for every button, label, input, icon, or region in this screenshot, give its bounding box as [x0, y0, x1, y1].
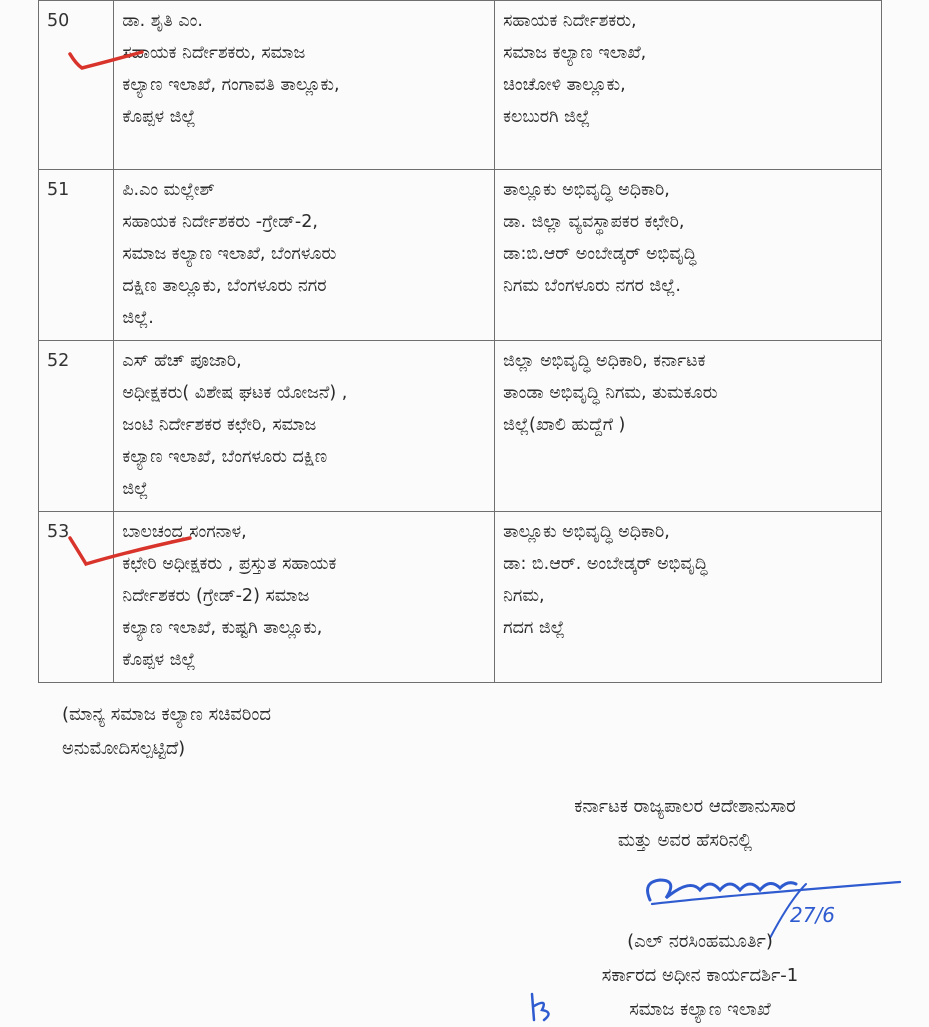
cell-line: ಕಲಬುರಗಿ ಜಿಲ್ಲೆ — [503, 107, 591, 127]
cell-line: ತಾಂಡಾ ಅಭಿವೃದ್ಧಿ ನಿಗಮ, ತುಮಕೂರು — [503, 383, 718, 403]
cell-line: ಕೊಪ್ಪಳ ಜಿಲ್ಲೆ — [122, 107, 196, 127]
table-row — [39, 512, 882, 683]
current-post-cell — [114, 1, 495, 170]
cell-line: ಕಲ್ಯಾಣ ಇಲಾಖೆ, ಗಂಗಾವತಿ ತಾಲ್ಲೂಕು, — [122, 75, 340, 95]
cell-line: ಜಿಲ್ಲೆ — [122, 479, 149, 499]
cell-line: ಸಹಾಯಕ ನಿರ್ದೇಶಕರು -ಗ್ರೇಡ್-2, — [122, 212, 318, 232]
order-line: ಮತ್ತು ಅವರ ಹೆಸರಿನಲ್ಲಿ — [617, 830, 753, 851]
approval-note — [62, 698, 271, 766]
cell-line: ಎಸ್ ಹೆಚ್ ಪೂಜಾರಿ, — [122, 351, 242, 371]
approval-line: ಅನುಮೋದಿಸಲ್ಪಟ್ಟಿದೆ) — [62, 738, 186, 759]
cell-line: ಗದಗ ಜಿಲ್ಲೆ — [503, 618, 565, 638]
handwritten-initial — [524, 990, 564, 1024]
cell-line: ಚಿಂಚೋಳಿ ತಾಲ್ಲೂಕು, — [503, 75, 626, 95]
cell-line: ನಿರ್ದೇಶಕರು (ಗ್ರೇಡ್-2) ಸಮಾಜ — [122, 586, 310, 606]
cell-line: ಡಾ:ಬಿ.ಆರ್ ಅಂಬೇಡ್ಕರ್ ಅಭಿವೃದ್ಧಿ — [503, 244, 697, 264]
cell-line: ಜಿಲ್ಲೆ(ಖಾಲಿ ಹುದ್ದೆಗೆ ) — [503, 415, 626, 435]
serial-number: 50 — [39, 1, 114, 170]
current-post-cell — [114, 512, 495, 683]
transfer-table — [38, 0, 882, 683]
cell-line: ಸಹಾಯಕ ನಿರ್ದೇಶಕರು, — [503, 11, 637, 31]
transfer-post-cell — [495, 1, 882, 170]
transfer-post-cell — [495, 341, 882, 512]
cell-line: ಅಧೀಕ್ಷಕರು( ವಿಶೇಷ ಘಟಕ ಯೋಜನೆ) , — [122, 383, 348, 403]
cell-line: ಡಾ: ಬಿ.ಆರ್. ಅಂಬೇಡ್ಕರ್ ಅಭಿವೃದ್ಧಿ — [503, 554, 708, 574]
cell-line: ಕೊಪ್ಪಳ ಜಿಲ್ಲೆ — [122, 650, 196, 670]
approval-line: (ಮಾನ್ಯ ಸಮಾಜ ಕಲ್ಯಾಣ ಸಚಿವರಿಂದ — [62, 704, 271, 725]
cell-line: ಪಿ.ಎಂ ಮಲ್ಲೇಶ್ — [122, 180, 215, 200]
signatory-department: ಸಮಾಜ ಕಲ್ಯಾಣ ಇಲಾಖೆ — [629, 999, 771, 1020]
cell-line: ಡಾ. ಜಿಲ್ಲಾ ವ್ಯವಸ್ಥಾಪಕರ ಕಛೇರಿ, — [503, 212, 685, 232]
cell-line: ಕಛೇರಿ ಅಧೀಕ್ಷಕರು , ಪ್ರಸ್ತುತ ಸಹಾಯಕ — [122, 554, 337, 574]
cell-line: ಬಾಲಚಂದ್ರ ಸಂಗನಾಳ, — [122, 522, 247, 542]
cell-line: ಜಿಲ್ಲೆ. — [122, 308, 154, 328]
signatory-block — [520, 925, 880, 1027]
serial-number: 53 — [39, 512, 114, 683]
signature-date: 27/6 — [790, 903, 835, 927]
signatory-designation: ಸರ್ಕಾರದ ಅಧೀನ ಕಾರ್ಯದರ್ಶಿ-1 — [601, 965, 799, 986]
serial-number: 51 — [39, 170, 114, 341]
governor-order-note — [505, 790, 865, 858]
cell-line: ಕಲ್ಯಾಣ ಇಲಾಖೆ, ಬೆಂಗಳೂರು ದಕ್ಷಿಣ — [122, 447, 328, 467]
signatory-name: (ಎಲ್ ನರಸಿಂಹಮೂರ್ತಿ) — [627, 931, 773, 952]
cell-line: ಜಿಲ್ಲಾ ಅಭಿವೃದ್ಧಿ ಅಧಿಕಾರಿ, ಕರ್ನಾಟಕ — [503, 351, 706, 371]
serial-number: 52 — [39, 341, 114, 512]
cell-line: ಜಂಟಿ ನಿರ್ದೇಶಕರ ಕಛೇರಿ, ಸಮಾಜ — [122, 415, 317, 435]
current-post-cell — [114, 341, 495, 512]
current-post-cell — [114, 170, 495, 341]
table-row — [39, 341, 882, 512]
cell-line: ತಾಲ್ಲೂಕು ಅಭಿವೃದ್ಧಿ ಅಧಿಕಾರಿ, — [503, 180, 670, 200]
transfer-post-cell — [495, 512, 882, 683]
order-line: ಕರ್ನಾಟಕ ರಾಜ್ಯಪಾಲರ ಆದೇಶಾನುಸಾರ — [574, 796, 796, 817]
cell-line: ಸಮಾಜ ಕಲ್ಯಾಣ ಇಲಾಖೆ, — [503, 43, 647, 63]
cell-line: ತಾಲ್ಲೂಕು ಅಭಿವೃದ್ಧಿ ಅಧಿಕಾರಿ, — [503, 522, 670, 542]
table-row — [39, 170, 882, 341]
cell-line: ಸಹಾಯಕ ನಿರ್ದೇಶಕರು, ಸಮಾಜ — [122, 43, 306, 63]
cell-line: ಕಲ್ಯಾಣ ಇಲಾಖೆ, ಕುಷ್ಟಗಿ ತಾಲ್ಲೂಕು, — [122, 618, 323, 638]
cell-line: ಸಮಾಜ ಕಲ್ಯಾಣ ಇಲಾಖೆ, ಬೆಂಗಳೂರು — [122, 244, 337, 264]
cell-line: ಡಾ. ಶೃತಿ ಎಂ. — [122, 11, 203, 31]
cell-line: ದಕ್ಷಿಣ ತಾಲ್ಲೂಕು, ಬೆಂಗಳೂರು ನಗರ — [122, 276, 327, 296]
cell-line: ನಿಗಮ, — [503, 586, 545, 606]
cell-line: ನಿಗಮ ಬೆಂಗಳೂರು ನಗರ ಜಿಲ್ಲೆ. — [503, 276, 681, 296]
transfer-post-cell — [495, 170, 882, 341]
table-row — [39, 1, 882, 170]
